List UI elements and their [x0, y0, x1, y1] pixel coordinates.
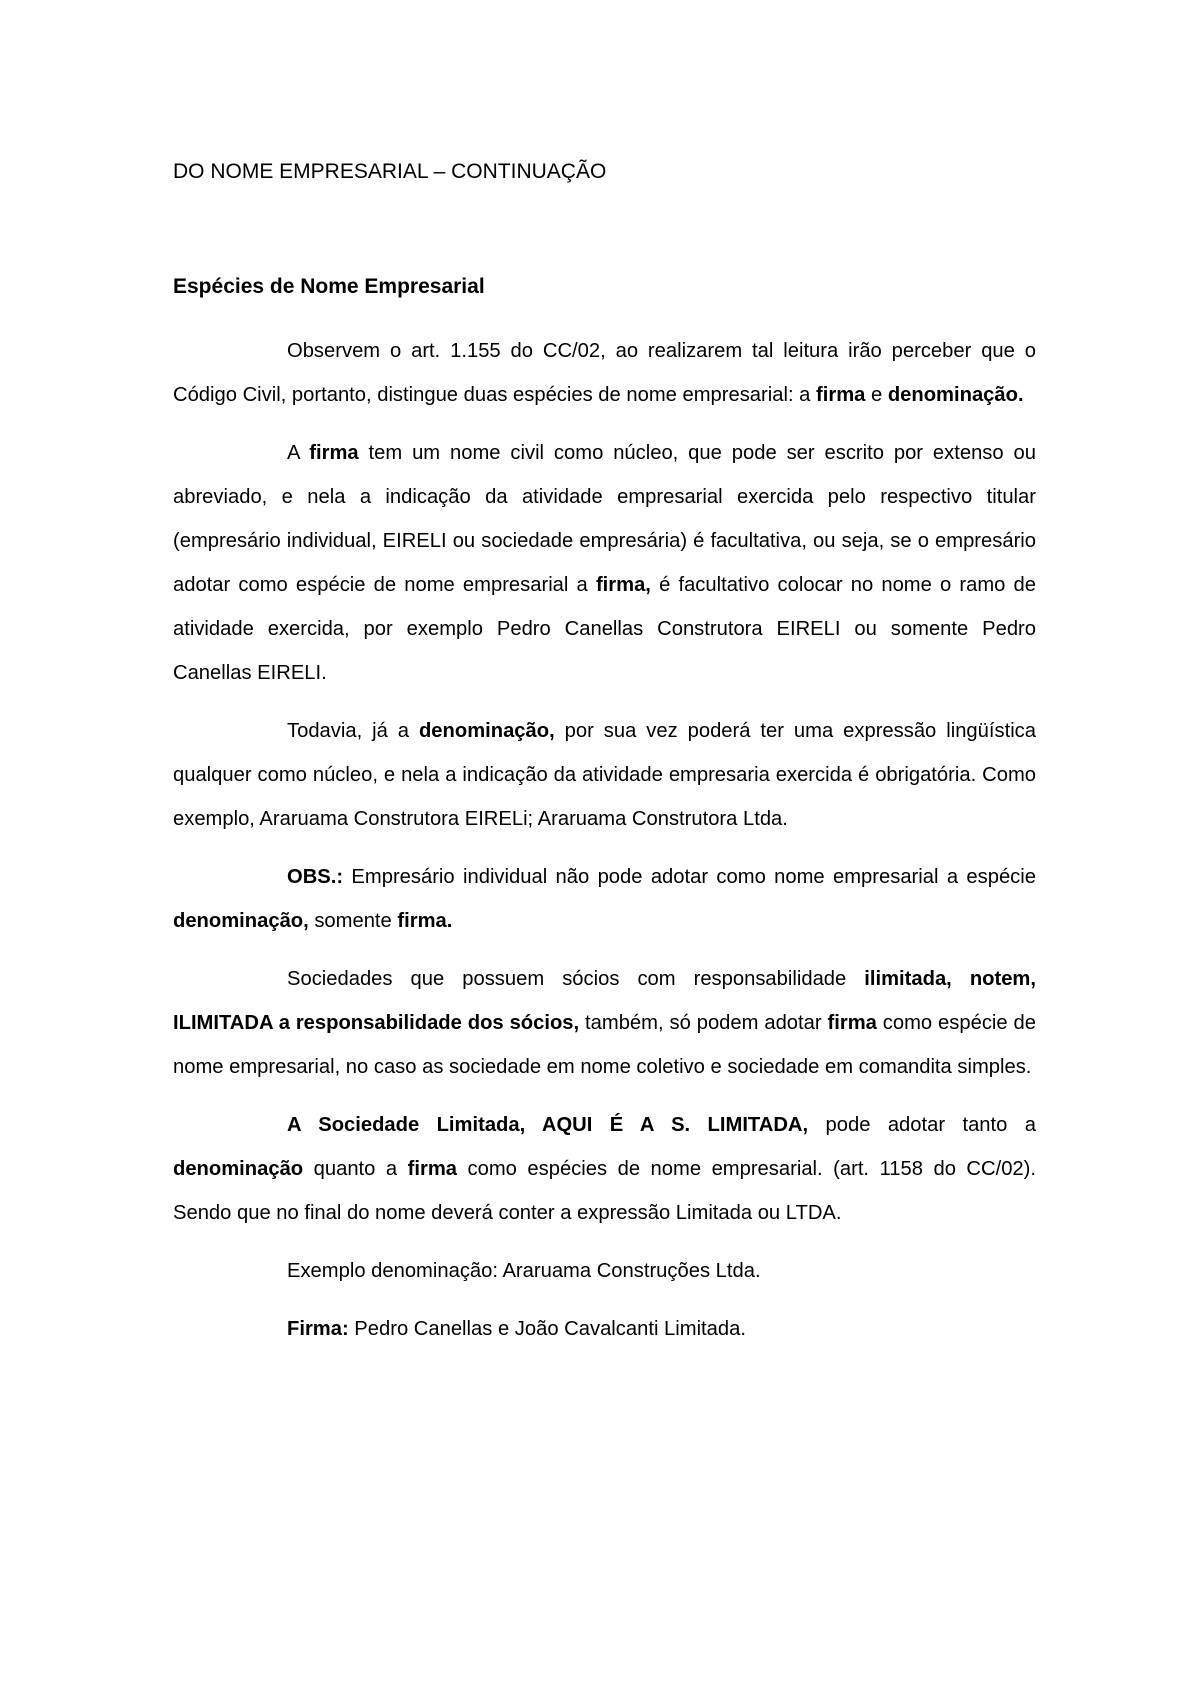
bold-term: ilimitada, notem, ILIMITADA a responsabilidade dos sócios,	[173, 968, 1036, 1034]
paragraph-text: Sociedades que possuem sócios com responsabilidade	[287, 968, 865, 990]
paragraph-text: quanto a	[303, 1158, 408, 1180]
paragraph-text: Pedro Canellas e João Cavalcanti Limitada.	[348, 1318, 746, 1340]
paragraph-8-example	[173, 1307, 1036, 1351]
paragraph-text: Empresário individual não pode adotar como nome empresarial a espécie	[343, 866, 1036, 888]
paragraph-text: também, só podem adotar	[579, 1012, 828, 1034]
paragraph-text: como espécies de nome empresarial. (art. 1158 do CC/02). Sendo que no final do nome deverá conter a expressão Limitada ou LTDA.	[173, 1158, 1036, 1224]
paragraph-text: Todavia, já a	[287, 720, 419, 742]
document-title: DO NOME EMPRESARIAL – CONTINUAÇÃO	[173, 160, 607, 183]
paragraph-7-example	[173, 1249, 1036, 1293]
bold-term: denominação.	[887, 384, 1024, 406]
paragraph-1	[173, 329, 1036, 417]
paragraph-4-obs	[173, 855, 1036, 943]
bold-term: Firma:	[287, 1318, 349, 1340]
paragraph-text: pode adotar tanto a	[808, 1114, 1036, 1136]
document-body	[173, 329, 1036, 1365]
bold-term: OBS.:	[287, 866, 344, 888]
bold-term: firma	[816, 384, 866, 406]
paragraph-text: por sua vez poderá ter uma expressão lingüística qualquer como núcleo, e nela a indicação da atividade empresaria exercida é obrigatória. Como exemplo, Araruama Construtora EIRELi; Araruama Construtora Ltda.	[173, 720, 1036, 830]
paragraph-text: como espécie de nome empresarial, no caso as sociedade em nome coletivo e sociedade em comandita simples.	[173, 1012, 1036, 1078]
paragraph-2	[173, 431, 1036, 695]
paragraph-text: é facultativo colocar no nome o ramo de atividade exercida, por exemplo Pedro Canellas Construtora EIRELI ou somente Pedro Canellas EIRELI.	[173, 574, 1037, 684]
bold-term: firma	[309, 442, 359, 464]
bold-term: firma	[827, 1012, 877, 1034]
paragraph-text: Observem o art. 1.155 do CC/02, ao realizarem tal leitura irão perceber que o Código Civil, portanto, distingue duas espécies de nome empresarial: a	[173, 340, 1036, 406]
paragraph-text: e	[865, 384, 888, 406]
bold-term: firma,	[595, 574, 651, 596]
paragraph-text: tem um nome civil como núcleo, que pode ser escrito por extenso ou abreviado, e nela a indicação da atividade empresarial exercida pelo respectivo titular (empresário individual, EIRELI ou sociedade empresária) é facultativa, ou seja, se o empresário adotar como espécie de nome empresarial a	[173, 442, 1036, 596]
paragraph-text: somente	[308, 910, 398, 932]
paragraph-5	[173, 957, 1036, 1089]
bold-term: firma	[407, 1158, 458, 1180]
bold-term: denominação	[173, 1158, 304, 1180]
bold-term: firma.	[397, 910, 453, 932]
bold-term: denominação,	[418, 720, 555, 742]
bold-term: A Sociedade Limitada, AQUI É A S. LIMITADA,	[287, 1114, 809, 1136]
section-heading: Espécies de Nome Empresarial	[173, 275, 485, 298]
paragraph-6	[173, 1103, 1036, 1235]
paragraph-3	[173, 709, 1036, 841]
paragraph-text: A	[287, 442, 310, 464]
paragraph-text: Exemplo denominação: Araruama Construções Ltda.	[287, 1260, 761, 1282]
bold-term: denominação,	[173, 910, 309, 932]
